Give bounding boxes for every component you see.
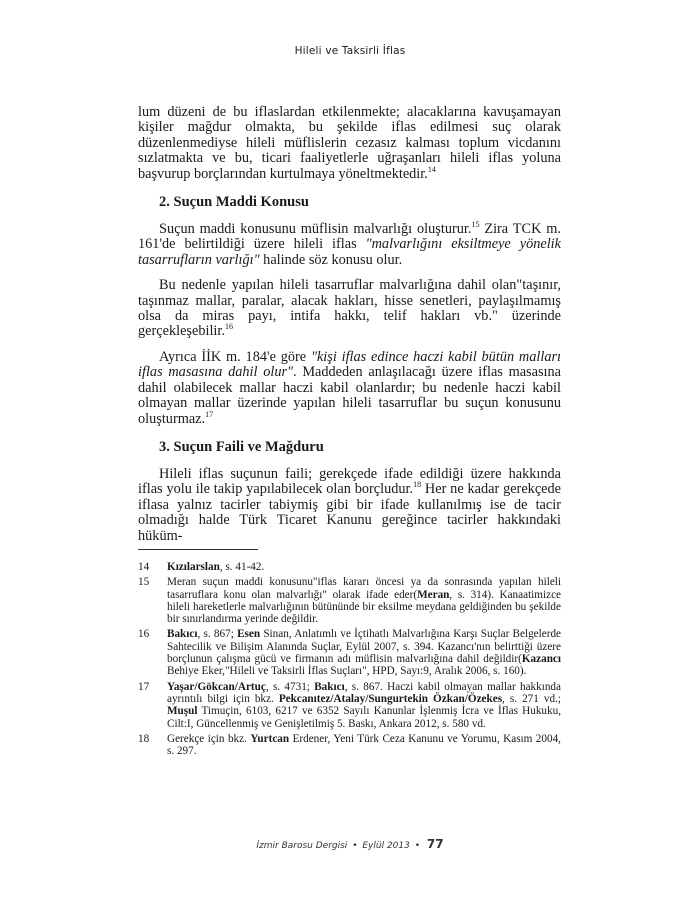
running-header: Hileli ve Taksirli İflas xyxy=(294,45,406,57)
footnote-number: 17 xyxy=(138,680,150,693)
footnote-ref: 17 xyxy=(205,409,214,419)
paragraph: Hileli iflas suçunun faili; gerekçede ifade edildiği üzere hakkında iflas yolu ile takip yapılabilecek olan borçludur.$^{18}$ Her ne kadar gerekçede iflasa yalnız tacirler tabiymiş gibi bir ifade kullanılmış ise de tacir olmadığı halde Türk Ticaret Kanunu gereğince tacirler hakkındaki hüküm- xyxy=(138,465,562,544)
footnote xyxy=(138,733,561,758)
footnote-ref: 16 xyxy=(224,322,233,332)
issue-date: Eylül 2013 xyxy=(362,841,410,851)
footnote-text: Gerekçe için bkz. Yurtcan Erdener, Yeni Türk Ceza Kanunu ve Yorumu, Kasım 2004, s. 297. xyxy=(167,732,561,758)
footnote-ref: 14 xyxy=(427,164,436,174)
footnote xyxy=(138,576,561,625)
footnote xyxy=(138,628,561,677)
footnote-ref: 18 xyxy=(413,480,422,490)
footnote-number: 18 xyxy=(138,732,150,745)
footnote xyxy=(138,681,561,730)
footnote-number: 14 xyxy=(138,561,150,573)
footnotes xyxy=(138,561,561,760)
section-heading: 2. Suçun Maddi Konusu xyxy=(159,194,309,211)
page-number: 77 xyxy=(426,837,444,851)
footnote-number: 15 xyxy=(138,576,150,589)
paragraph: lum düzeni de bu iflaslardan etkilenmekte; alacaklarına kavuşamayan kişiler mağdur olmakta, bu şekilde iflas edilmesi suç olarak düzenlenmediyse hileli müflislerin cezasız kalması toplum vicdanını sızlatmakta ve bu, ticari faaliyetlerle uğraşanları hileli iflas yoluna başvurup borçlarından kurtulmaya yöneltmektedir.$^{14}$ xyxy=(138,104,561,182)
paragraph: Bu nedenle yapılan hileli tasarruflar malvarlığına dahil olan"taşınır, taşınmaz mallar, paralar, alacak hakları, hisse senetleri, paylaşılmamış olsa da miras payı, intifa hakkı, telif hakları vb." üzerinde gerçekleşebilir.$^{16}$ xyxy=(138,277,561,340)
footnote-number: 16 xyxy=(138,628,150,641)
separator: • xyxy=(414,841,421,851)
footnote xyxy=(138,561,561,573)
footnote-divider xyxy=(138,549,258,550)
section-heading: 3. Suçun Faili ve Mağduru xyxy=(159,438,324,455)
page-footer xyxy=(0,837,700,851)
separator: • xyxy=(352,841,358,851)
footnote-text: Yaşar/Gökcan/Artuç, s. 4731; Bakıcı, s. 867. Haczi kabil olmayan mallar hakkında ayrıntılı bilgi için bkz. Pekcanıtez/Atalay/Sungurtekin Özkan/Özekes, s. 271 vd.; Muşul Timuçin, 6103, 6217 ve 6352 Sayılı Kanunlar İşlenmiş İcra ve İflas Hukuku, Cilt:I, Güncellenmiş ve Genişletilmiş 5. Baskı, Ankara 2012, s. 580 vd. xyxy=(167,680,561,730)
body-text xyxy=(138,105,561,554)
footnote-ref: 15 xyxy=(471,220,480,230)
paragraph: Ayrıca İİK m. 184'e göre "kişi iflas edince haczi kabil bütün malları iflas masasına dahil olur". Maddeden anlaşılacağı üzere iflas masasına dahil olabilecek mallar haczi kabil olanlardır; bu nedenle haczi kabil olmayan mallar üzerinde yapılan hileli tasarruflar bu suçun konusunu oluşturmaz.$^{17}$ xyxy=(138,348,561,427)
footnote-text: Bakıcı, s. 867; Esen Sinan, Anlatımlı ve İçtihatlı Malvarlığına Karşı Suçlar Belgelerde Sahtecilik ve Bilişim Alanında Suçlar, Eylül 2007, s. 394. Kazancı'nın belirttiği üzere borçlunun çalışma gücü ve firmanın adı müflisin malvarlığına dahil değildir(Kazancı Behiye Eker,"Hileli ve Taksirli İflas Suçları", HPD, Sayı:9, Aralık 2006, s. 160). xyxy=(167,628,562,678)
paragraph: Suçun maddi konusunu müflisin malvarlığı oluşturur.$^{15}$ Zira TCK m. 161'de belirtildiği üzere hileli iflas "malvarlığını eksiltmeye yönelik tasarrufların varlığı" halinde söz konusu olur. xyxy=(138,220,562,268)
footnote-text: Meran suçun maddi konusunu"iflas kararı öncesi ya da sonrasında yapılan hileli tasarruflara konu olan malvarlığı" olarak ifade eder(Meran, s. 314). Kanaatimizce hileli hareketlerle malvarlığının bütününde bir eksilme meydana geldiğinden bu şekilde bir sınırlandırma yerinde değildir. xyxy=(167,576,561,626)
footnote-text: Kızılarslan, s. 41-42. xyxy=(167,561,265,573)
journal-name: İzmir Barosu Dergisi xyxy=(256,841,348,851)
